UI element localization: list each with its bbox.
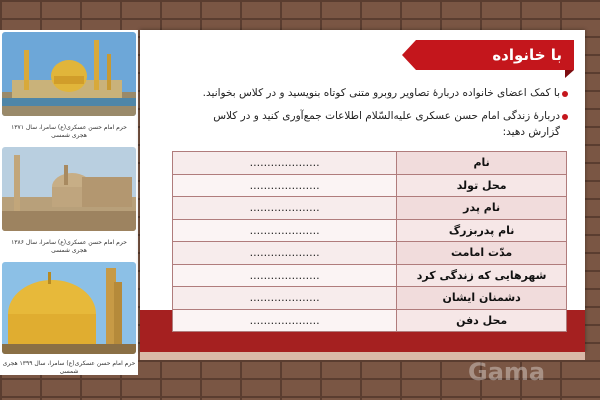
table-row	[173, 264, 567, 287]
bullet-text-2: دربارهٔ زندگی امام حسن عسکری علیه‌السّلام اطلاعات جمع‌آوری کنید و در کلاس	[213, 110, 560, 122]
info-table	[172, 151, 567, 332]
slide-title: با خانواده	[416, 40, 574, 70]
title-banner-notch	[402, 40, 416, 70]
photo-caption-2	[0, 239, 138, 255]
caption-line: حرم امام حسن عسکری(ع) سامرا، سال ۱۳۹۹ هجری شمسی	[2, 360, 136, 375]
photo-panel	[0, 30, 138, 375]
table-row	[173, 174, 567, 197]
row-value: ....................	[173, 309, 397, 332]
row-label: محل تولد	[397, 174, 567, 197]
table-row	[173, 287, 567, 310]
row-label: شهرهایی که زندگی کرد	[397, 264, 567, 287]
row-label: نام پدربزرگ	[397, 219, 567, 242]
row-label: دشمنان ایشان	[397, 287, 567, 310]
row-value: ....................	[173, 242, 397, 265]
shrine-photo-3	[2, 262, 136, 354]
table-row	[173, 309, 567, 332]
row-label: مدّت امامت	[397, 242, 567, 265]
photo-caption-1	[0, 124, 138, 140]
table-row	[173, 242, 567, 265]
row-value: ....................	[173, 174, 397, 197]
title-banner-fold	[565, 70, 574, 78]
photo-caption-3	[0, 360, 138, 376]
table-row	[173, 219, 567, 242]
row-value: ....................	[173, 287, 397, 310]
shrine-photo-1	[2, 32, 136, 116]
table-row	[173, 197, 567, 220]
shrine-photo-2	[2, 147, 136, 231]
bullet-dot	[562, 91, 568, 97]
watermark-logo: Gama	[468, 358, 546, 386]
caption-line: هجری شمسی	[51, 132, 87, 139]
caption-line: حرم امام حسن عسکری(ع) سامرا، سال ۱۳۸۶	[11, 239, 127, 246]
caption-line: حرم امام حسن عسکری(ع) سامرا، سال ۱۳۷۱	[11, 124, 127, 131]
row-value: ....................	[173, 264, 397, 287]
table-row	[173, 152, 567, 175]
bullet-text-1: با کمک اعضای خانواده دربارهٔ تصاویر روبرو متنی کوتاه بنویسید و در کلاس بخوانید.	[202, 87, 560, 99]
caption-line: هجری شمسی	[51, 247, 87, 254]
row-value: ....................	[173, 219, 397, 242]
row-value: ....................	[173, 197, 397, 220]
row-label: نام	[397, 152, 567, 175]
bullet-dot	[562, 114, 568, 120]
row-label: محل دفن	[397, 309, 567, 332]
bullet-text-3: گزارش دهید:	[502, 126, 560, 138]
row-value: ....................	[173, 152, 397, 175]
row-label: نام پدر	[397, 197, 567, 220]
